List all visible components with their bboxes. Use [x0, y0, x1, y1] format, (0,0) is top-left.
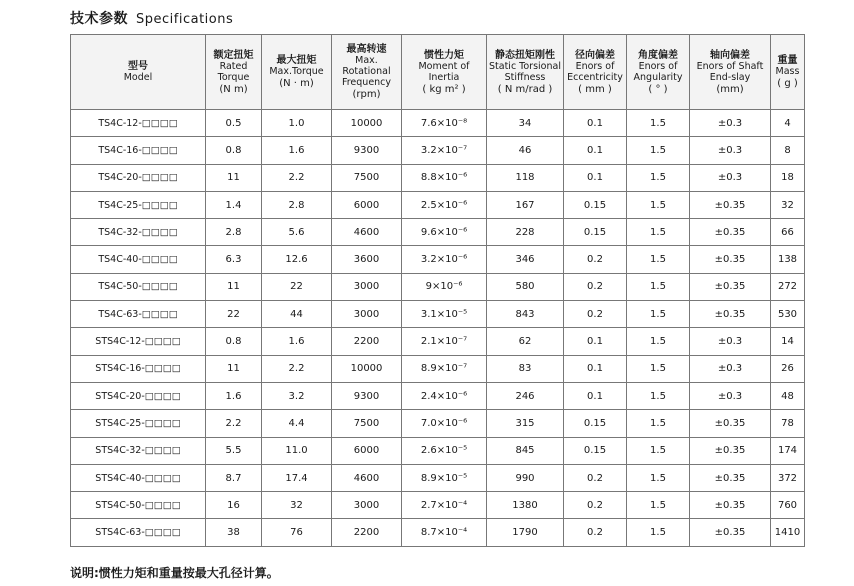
table-cell: 1.5 [627, 246, 690, 273]
table-cell: 0.2 [564, 464, 627, 491]
table-row [71, 410, 805, 437]
table-cell: 1.5 [627, 492, 690, 519]
table-cell: 9.6×10⁻⁶ [402, 219, 487, 246]
table-cell: 2.8 [262, 191, 332, 218]
table-cell: 11.0 [262, 437, 332, 464]
column-header-unit: ( mm ) [578, 83, 612, 95]
table-cell: 9×10⁻⁶ [402, 273, 487, 300]
table-cell: ±0.3 [690, 164, 771, 191]
table-cell: ±0.35 [690, 273, 771, 300]
table-cell: 0.15 [564, 410, 627, 437]
column-header-en: Moment of Inertia [418, 60, 470, 83]
table-cell: 83 [487, 355, 564, 382]
table-cell: 18 [771, 164, 805, 191]
table-cell: 4600 [332, 464, 402, 491]
table-cell: 8.9×10⁻⁵ [402, 464, 487, 491]
table-cell: 990 [487, 464, 564, 491]
table-cell: 0.1 [564, 328, 627, 355]
table-row [71, 191, 805, 218]
column-header-unit: ( g ) [777, 78, 798, 89]
column-header-unit: (N · m) [279, 78, 314, 89]
model-cell: TS4C-50-□□□□ [71, 273, 206, 300]
column-header-en: Mass [775, 66, 800, 77]
table-cell: 0.15 [564, 437, 627, 464]
table-cell: ±0.3 [690, 355, 771, 382]
column-header-unit: (N m) [219, 83, 248, 95]
table-cell: 845 [487, 437, 564, 464]
table-cell: 1.5 [627, 519, 690, 546]
table-cell: 0.8 [206, 137, 262, 164]
table-cell: 580 [487, 273, 564, 300]
table-cell: 48 [771, 382, 805, 409]
table-cell: ±0.3 [690, 328, 771, 355]
column-header-unit: ( kg m² ) [422, 83, 466, 95]
table-cell: 7.6×10⁻⁸ [402, 110, 487, 137]
column-header-zh: 重量 [777, 55, 798, 66]
table-cell: 2.5×10⁻⁶ [402, 191, 487, 218]
column-header-zh: 额定扭矩 [213, 49, 254, 61]
table-cell: 315 [487, 410, 564, 437]
column-header-zh: 型号 [128, 60, 148, 72]
table-cell: 66 [771, 219, 805, 246]
table-cell: 11 [206, 164, 262, 191]
table-cell: 34 [487, 110, 564, 137]
table-cell: 1.0 [262, 110, 332, 137]
table-cell: 46 [487, 137, 564, 164]
table-cell: 0.2 [564, 519, 627, 546]
table-cell: 8.7×10⁻⁴ [402, 519, 487, 546]
table-cell: 4600 [332, 219, 402, 246]
table-cell: ±0.35 [690, 437, 771, 464]
table-cell: 3600 [332, 246, 402, 273]
table-cell: 5.6 [262, 219, 332, 246]
title-en: Specifications [136, 12, 234, 27]
model-cell: TS4C-63-□□□□ [71, 301, 206, 328]
table-cell: 8 [771, 137, 805, 164]
table-row [71, 246, 805, 273]
table-cell: 1410 [771, 519, 805, 546]
table-cell: 1.5 [627, 382, 690, 409]
table-cell: 6000 [332, 437, 402, 464]
table-cell: 1.6 [262, 137, 332, 164]
table-cell: 1.4 [206, 191, 262, 218]
table-cell: ±0.35 [690, 246, 771, 273]
table-header-row [71, 35, 805, 110]
table-cell: 3.1×10⁻⁵ [402, 301, 487, 328]
table-cell: 246 [487, 382, 564, 409]
table-row [71, 273, 805, 300]
table-cell: ±0.35 [690, 519, 771, 546]
table-cell: 118 [487, 164, 564, 191]
table-cell: 7500 [332, 164, 402, 191]
table-cell: 2200 [332, 519, 402, 546]
table-cell: 0.15 [564, 219, 627, 246]
table-cell: 0.1 [564, 164, 627, 191]
table-cell: ±0.35 [690, 191, 771, 218]
column-header [771, 35, 805, 110]
table-cell: 4.4 [262, 410, 332, 437]
column-header-unit: (rpm) [352, 89, 381, 100]
column-header [262, 35, 332, 110]
model-cell: STS4C-63-□□□□ [71, 519, 206, 546]
table-cell: 44 [262, 301, 332, 328]
table-row [71, 437, 805, 464]
table-cell: 2.4×10⁻⁶ [402, 382, 487, 409]
table-cell: 346 [487, 246, 564, 273]
table-cell: 3.2×10⁻⁷ [402, 137, 487, 164]
column-header-unit: (mm) [716, 83, 744, 95]
table-cell: 3000 [332, 492, 402, 519]
table-cell: 78 [771, 410, 805, 437]
table-cell: 2200 [332, 328, 402, 355]
table-cell: 0.1 [564, 110, 627, 137]
table-row [71, 301, 805, 328]
table-cell: 16 [206, 492, 262, 519]
table-cell: 7500 [332, 410, 402, 437]
footnote: 说明:惯性力矩和重量按最大孔径计算。 [70, 566, 279, 580]
table-cell: 1790 [487, 519, 564, 546]
table-cell: 9300 [332, 382, 402, 409]
model-cell: STS4C-16-□□□□ [71, 355, 206, 382]
model-cell: TS4C-25-□□□□ [71, 191, 206, 218]
table-cell: 2.1×10⁻⁷ [402, 328, 487, 355]
table-cell: 22 [262, 273, 332, 300]
model-cell: STS4C-25-□□□□ [71, 410, 206, 437]
table-cell: 1.5 [627, 110, 690, 137]
model-cell: TS4C-20-□□□□ [71, 164, 206, 191]
column-header [206, 35, 262, 110]
table-row [71, 519, 805, 546]
table-cell: 8.7 [206, 464, 262, 491]
column-header [627, 35, 690, 110]
table-cell: 7.0×10⁻⁶ [402, 410, 487, 437]
table-cell: 138 [771, 246, 805, 273]
table-cell: ±0.3 [690, 137, 771, 164]
column-header-en: Static Torsional Stiffness [489, 60, 561, 83]
specifications-table [70, 34, 805, 547]
table-cell: 6000 [332, 191, 402, 218]
table-cell: 38 [206, 519, 262, 546]
column-header-zh: 轴向偏差 [710, 49, 750, 61]
table-cell: 1.5 [627, 328, 690, 355]
table-cell: 530 [771, 301, 805, 328]
column-header [71, 35, 206, 110]
model-cell: TS4C-12-□□□□ [71, 110, 206, 137]
table-cell: 76 [262, 519, 332, 546]
column-header-en: Model [123, 71, 153, 83]
table-cell: 1.5 [627, 410, 690, 437]
table-cell: 4 [771, 110, 805, 137]
table-cell: 1.5 [627, 464, 690, 491]
table-cell: 0.2 [564, 273, 627, 300]
table-cell: ±0.35 [690, 219, 771, 246]
column-header [402, 35, 487, 110]
column-header-zh: 最大扭矩 [276, 55, 317, 66]
page-title [70, 8, 233, 28]
table-row [71, 164, 805, 191]
column-header [332, 35, 402, 110]
table-cell: 0.1 [564, 382, 627, 409]
table-cell: 6.3 [206, 246, 262, 273]
table-cell: ±0.35 [690, 410, 771, 437]
model-cell: TS4C-16-□□□□ [71, 137, 206, 164]
table-cell: 11 [206, 355, 262, 382]
table-cell: 3.2 [262, 382, 332, 409]
model-cell: TS4C-32-□□□□ [71, 219, 206, 246]
table-cell: ±0.35 [690, 492, 771, 519]
table-cell: 1.5 [627, 437, 690, 464]
table-cell: 760 [771, 492, 805, 519]
table-cell: 22 [206, 301, 262, 328]
table-cell: 272 [771, 273, 805, 300]
model-cell: STS4C-50-□□□□ [71, 492, 206, 519]
table-cell: 0.5 [206, 110, 262, 137]
table-cell: 3000 [332, 301, 402, 328]
table-cell: 12.6 [262, 246, 332, 273]
model-cell: STS4C-20-□□□□ [71, 382, 206, 409]
table-cell: 2.2 [262, 355, 332, 382]
table-cell: 1.6 [262, 328, 332, 355]
table-row [71, 219, 805, 246]
table-cell: 0.8 [206, 328, 262, 355]
table-row [71, 464, 805, 491]
table-cell: 0.2 [564, 246, 627, 273]
table-cell: 1.5 [627, 164, 690, 191]
table-cell: 843 [487, 301, 564, 328]
table-cell: 1.5 [627, 355, 690, 382]
table-cell: 32 [262, 492, 332, 519]
table-row [71, 355, 805, 382]
column-header-en: Enors of Shaft End-slay [696, 60, 764, 83]
table-cell: 9300 [332, 137, 402, 164]
table-cell: 14 [771, 328, 805, 355]
column-header-en: Max. Rotational Frequency [341, 55, 392, 88]
table-cell: 0.2 [564, 492, 627, 519]
table-cell: 8.9×10⁻⁷ [402, 355, 487, 382]
table-cell: 3000 [332, 273, 402, 300]
table-row [71, 328, 805, 355]
table-cell: 3.2×10⁻⁶ [402, 246, 487, 273]
table-cell: 0.1 [564, 355, 627, 382]
table-cell: 228 [487, 219, 564, 246]
table-cell: 2.8 [206, 219, 262, 246]
table-cell: 1.5 [627, 301, 690, 328]
table-row [71, 137, 805, 164]
column-header-unit: ( N m/rad ) [497, 83, 553, 95]
column-header [564, 35, 627, 110]
table-row [71, 492, 805, 519]
table-cell: 174 [771, 437, 805, 464]
table-cell: ±0.35 [690, 464, 771, 491]
table-cell: 1.6 [206, 382, 262, 409]
table-cell: 1.5 [627, 273, 690, 300]
column-header-en: Rated Torque [217, 60, 250, 83]
table-cell: 1.5 [627, 191, 690, 218]
table-cell: ±0.3 [690, 382, 771, 409]
model-cell: TS4C-40-□□□□ [71, 246, 206, 273]
model-cell: STS4C-12-□□□□ [71, 328, 206, 355]
table-row [71, 110, 805, 137]
column-header-en: Enors of Angularity [633, 60, 683, 83]
column-header [487, 35, 564, 110]
table-cell: 11 [206, 273, 262, 300]
column-header-zh: 径向偏差 [575, 49, 615, 61]
table-cell: 1.5 [627, 137, 690, 164]
column-header-zh: 角度偏差 [638, 49, 678, 61]
column-header-unit: ( ° ) [648, 83, 668, 95]
table-cell: 372 [771, 464, 805, 491]
table-cell: 1.5 [627, 219, 690, 246]
table-body [71, 110, 805, 547]
table-cell: 2.2 [206, 410, 262, 437]
table-cell: 5.5 [206, 437, 262, 464]
table-cell: 0.1 [564, 137, 627, 164]
table-cell: 167 [487, 191, 564, 218]
table-cell: 10000 [332, 355, 402, 382]
table-cell: 2.6×10⁻⁵ [402, 437, 487, 464]
table-cell: 26 [771, 355, 805, 382]
table-cell: 2.2 [262, 164, 332, 191]
table-cell: ±0.3 [690, 110, 771, 137]
table-cell: 2.7×10⁻⁴ [402, 492, 487, 519]
table-cell: 8.8×10⁻⁶ [402, 164, 487, 191]
column-header-zh: 最高转速 [346, 44, 387, 55]
column-header [690, 35, 771, 110]
model-cell: STS4C-32-□□□□ [71, 437, 206, 464]
title-zh: 技术参数 [70, 11, 128, 27]
column-header-zh: 惯性力矩 [424, 49, 464, 61]
table-row [71, 382, 805, 409]
table-cell: 10000 [332, 110, 402, 137]
table-cell: 1380 [487, 492, 564, 519]
column-header-en: Enors of Eccentricity [567, 60, 623, 83]
model-cell: STS4C-40-□□□□ [71, 464, 206, 491]
table-cell: 0.15 [564, 191, 627, 218]
table-cell: 0.2 [564, 301, 627, 328]
table-cell: 62 [487, 328, 564, 355]
table-cell: ±0.35 [690, 301, 771, 328]
column-header-zh: 静态扭矩刚性 [495, 49, 555, 61]
column-header-en: Max.Torque [269, 66, 324, 77]
table-cell: 32 [771, 191, 805, 218]
table-cell: 17.4 [262, 464, 332, 491]
